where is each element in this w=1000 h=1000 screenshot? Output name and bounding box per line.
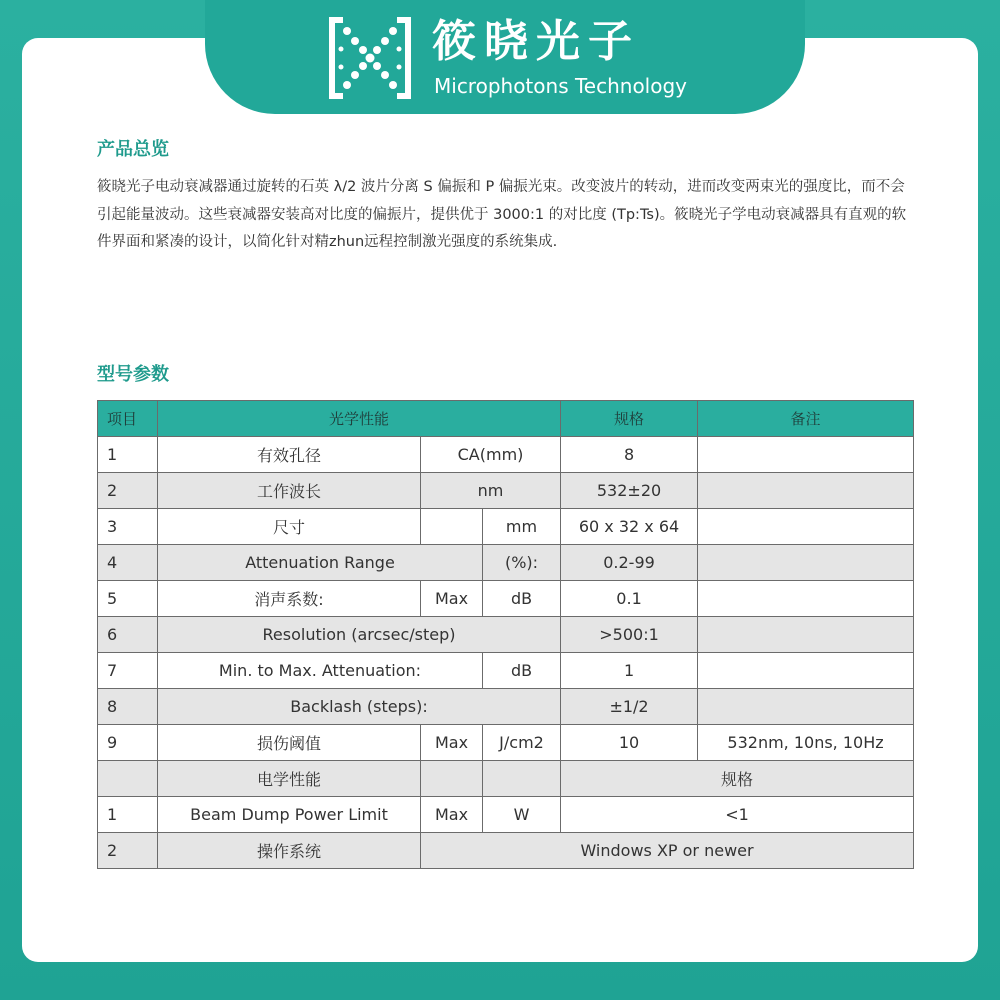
overview-text: 筱晓光子电动衰减器通过旋转的石英 λ/2 波片分离 S 偏振和 P 偏振光束。改变波片的转动，进而改变两束光的强度比，而不会引起能量波动。这些衰减器安装高对比度的偏振片，提供优于 3000:1 的对比度 (Tp:Ts)。筱晓光子学电动衰减器具有直观的软件界面和紧凑的设计，以简化针对精zhun远程控制激光强度的系统集成. (97, 179, 907, 250)
param-value: 0.1 (561, 581, 698, 617)
table-row (98, 617, 914, 653)
param-name: Resolution (arcsec/step) (158, 617, 561, 653)
param-unit: CA(mm) (421, 437, 561, 473)
param-qualifier: Max (421, 725, 483, 761)
row-index: 9 (98, 725, 158, 761)
logo-icon (329, 17, 411, 99)
electrical-spec-title: 规格 (561, 761, 914, 797)
row-index (98, 761, 158, 797)
table-row (98, 689, 914, 725)
row-index: 7 (98, 653, 158, 689)
param-remark (698, 509, 914, 545)
param-remark (698, 545, 914, 581)
param-name: 尺寸 (158, 509, 421, 545)
specs-title: 型号参数 (97, 364, 169, 385)
param-value: <1 (561, 797, 914, 833)
param-remark (698, 617, 914, 653)
param-remark (698, 437, 914, 473)
param-remark: 532nm, 10ns, 10Hz (698, 725, 914, 761)
param-name: Beam Dump Power Limit (158, 797, 421, 833)
param-value: >500:1 (561, 617, 698, 653)
row-index: 1 (98, 797, 158, 833)
electrical-header-row (98, 761, 914, 797)
table-row (98, 581, 914, 617)
param-name: 操作系统 (158, 833, 421, 869)
brand-name-cn: 筱晓光子 (432, 16, 640, 67)
param-unit: J/cm2 (483, 725, 561, 761)
table-row (98, 509, 914, 545)
param-value: 8 (561, 437, 698, 473)
header-remark: 备注 (698, 401, 914, 437)
param-value: ±1/2 (561, 689, 698, 725)
row-index: 3 (98, 509, 158, 545)
param-remark (698, 653, 914, 689)
table-row (98, 545, 914, 581)
param-remark (698, 473, 914, 509)
row-index: 2 (98, 473, 158, 509)
param-remark (698, 581, 914, 617)
spec-table (97, 400, 914, 869)
param-name: 消声系数: (158, 581, 421, 617)
table-row (98, 725, 914, 761)
table-row (98, 437, 914, 473)
param-name: 有效孔径 (158, 437, 421, 473)
param-value: 10 (561, 725, 698, 761)
param-unit: W (483, 797, 561, 833)
param-value: 0.2-99 (561, 545, 698, 581)
row-index: 4 (98, 545, 158, 581)
param-unit: dB (483, 581, 561, 617)
param-name: Attenuation Range (158, 545, 483, 581)
param-qualifier: Max (421, 797, 483, 833)
table-row (98, 473, 914, 509)
header-spec: 规格 (561, 401, 698, 437)
header-item: 项目 (98, 401, 158, 437)
row-index: 2 (98, 833, 158, 869)
table-row (98, 797, 914, 833)
param-unit: mm (483, 509, 561, 545)
electrical-title: 电学性能 (158, 761, 421, 797)
param-unit: (%): (483, 545, 561, 581)
param-qualifier: Max (421, 581, 483, 617)
row-index: 5 (98, 581, 158, 617)
row-index: 6 (98, 617, 158, 653)
blank-cell (421, 761, 483, 797)
blank-cell (483, 761, 561, 797)
param-qualifier (421, 509, 483, 545)
row-index: 1 (98, 437, 158, 473)
param-value: Windows XP or newer (421, 833, 914, 869)
param-name: 损伤阈值 (158, 725, 421, 761)
param-unit: nm (421, 473, 561, 509)
param-value: 60 x 32 x 64 (561, 509, 698, 545)
table-row (98, 653, 914, 689)
header-optical: 光学性能 (158, 401, 561, 437)
table-row (98, 833, 914, 869)
param-unit: dB (483, 653, 561, 689)
table-header-row (98, 401, 914, 437)
param-name: 工作波长 (158, 473, 421, 509)
param-name: Min. to Max. Attenuation: (158, 653, 483, 689)
param-name: Backlash (steps): (158, 689, 561, 725)
param-value: 1 (561, 653, 698, 689)
param-remark (698, 689, 914, 725)
row-index: 8 (98, 689, 158, 725)
param-value: 532±20 (561, 473, 698, 509)
overview-title: 产品总览 (97, 139, 169, 160)
brand-name-en: Microphotons Technology (434, 74, 687, 98)
